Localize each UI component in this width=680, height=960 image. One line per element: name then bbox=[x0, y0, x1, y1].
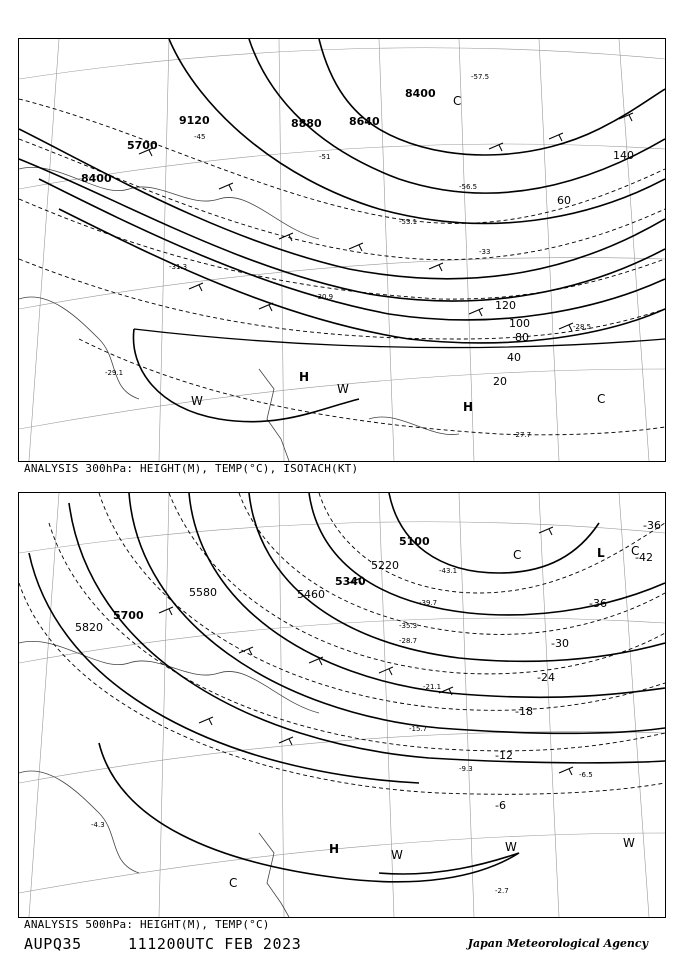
temp-value: -56.5 bbox=[459, 183, 478, 191]
product-code: AUPQ35 bbox=[24, 935, 82, 953]
warm-center: W bbox=[505, 840, 517, 854]
chart-300hpa-map bbox=[19, 39, 665, 461]
high-center: H bbox=[463, 400, 474, 414]
temp-value: -28.5 bbox=[573, 323, 592, 331]
isotherm-label: -12 bbox=[495, 749, 513, 762]
isotach-label: 140 bbox=[613, 149, 634, 162]
temp-value: -28.7 bbox=[399, 637, 418, 645]
warm-center: W bbox=[391, 848, 403, 862]
wind-barbs bbox=[139, 113, 633, 331]
temp-value: -4.3 bbox=[91, 821, 105, 829]
temp-value: -31.3 bbox=[169, 263, 188, 271]
isotherm-label: -6 bbox=[495, 799, 506, 812]
graticule bbox=[19, 493, 665, 917]
temp-value: -21.1 bbox=[423, 683, 442, 691]
cold-center: C bbox=[597, 392, 606, 406]
isotach-label: 40 bbox=[507, 351, 521, 364]
temp-value: -53.1 bbox=[399, 218, 418, 226]
isotach-label: 120 bbox=[495, 299, 516, 312]
height-label: 5580 bbox=[189, 586, 217, 599]
pressure-centers bbox=[229, 544, 639, 890]
isotherm-label: -24 bbox=[537, 671, 555, 684]
temp-value: -57.5 bbox=[471, 73, 490, 81]
warm-center: W bbox=[191, 394, 203, 408]
temp-value: -6.5 bbox=[579, 771, 593, 779]
graticule bbox=[19, 39, 665, 461]
high-center: H bbox=[329, 842, 340, 856]
cold-center: C bbox=[453, 94, 462, 108]
pressure-centers bbox=[191, 94, 605, 414]
high-center: H bbox=[299, 370, 310, 384]
valid-time: 111200UTC FEB 2023 bbox=[128, 935, 302, 953]
temp-value: -35.3 bbox=[399, 622, 418, 630]
height-label: 5700 bbox=[127, 139, 158, 152]
height-label: 5220 bbox=[371, 559, 399, 572]
temp-value: -29.1 bbox=[105, 369, 124, 377]
temp-value: -15.7 bbox=[409, 725, 428, 733]
temp-value: -2.7 bbox=[495, 887, 509, 895]
coastline bbox=[19, 641, 319, 917]
chart-500hpa-caption: ANALYSIS 500hPa: HEIGHT(M), TEMP(°C) bbox=[24, 918, 270, 931]
height-contours bbox=[29, 493, 665, 882]
isotherm-labels bbox=[495, 519, 661, 812]
chart-500hpa-map bbox=[19, 493, 665, 917]
height-contours bbox=[19, 39, 665, 422]
height-label: 8400 bbox=[81, 172, 112, 185]
cold-center: C bbox=[631, 544, 640, 558]
warm-center: W bbox=[623, 836, 635, 850]
height-label: 5820 bbox=[75, 621, 103, 634]
isotherm-label: -18 bbox=[515, 705, 533, 718]
height-label: 8880 bbox=[291, 117, 322, 130]
agency-credit: Japan Meteorological Agency bbox=[467, 937, 648, 950]
height-labels bbox=[75, 535, 430, 634]
height-label: 5700 bbox=[113, 609, 144, 622]
isotach-label: 100 bbox=[509, 317, 530, 330]
isotach-label: 80 bbox=[515, 331, 529, 344]
temp-value: -30.9 bbox=[315, 293, 334, 301]
cold-center: C bbox=[229, 876, 238, 890]
isotherm-label: -42 bbox=[635, 551, 653, 564]
temp-value: -33 bbox=[479, 248, 491, 256]
isotherm-label: -30 bbox=[551, 637, 569, 650]
isotherm-label: -36 bbox=[643, 519, 661, 532]
height-label: 9120 bbox=[179, 114, 210, 127]
low-center: L bbox=[597, 546, 605, 560]
chart-300hpa bbox=[18, 38, 666, 462]
isotach-label: 20 bbox=[493, 375, 507, 388]
temp-value: -39.7 bbox=[419, 599, 438, 607]
temp-value: -9.3 bbox=[459, 765, 473, 773]
chart-300hpa-caption: ANALYSIS 300hPa: HEIGHT(M), TEMP(°C), ISOTACH(KT) bbox=[24, 462, 359, 475]
height-label: 5340 bbox=[335, 575, 366, 588]
temp-value: -27.7 bbox=[513, 431, 532, 439]
temp-value: -45 bbox=[194, 133, 206, 141]
isotach-label: 60 bbox=[557, 194, 571, 207]
isotherm-label: -36 bbox=[589, 597, 607, 610]
height-label: 5100 bbox=[399, 535, 430, 548]
isotach-labels bbox=[493, 149, 634, 388]
cold-center: C bbox=[513, 548, 522, 562]
height-label: 8640 bbox=[349, 115, 380, 128]
height-label: 5460 bbox=[297, 588, 325, 601]
temp-value: -51 bbox=[319, 153, 331, 161]
isotach-40 bbox=[134, 329, 665, 348]
warm-center: W bbox=[337, 382, 349, 396]
height-label: 8400 bbox=[405, 87, 436, 100]
temp-value: -43.1 bbox=[439, 567, 458, 575]
chart-500hpa bbox=[18, 492, 666, 918]
wind-barbs bbox=[159, 527, 573, 775]
